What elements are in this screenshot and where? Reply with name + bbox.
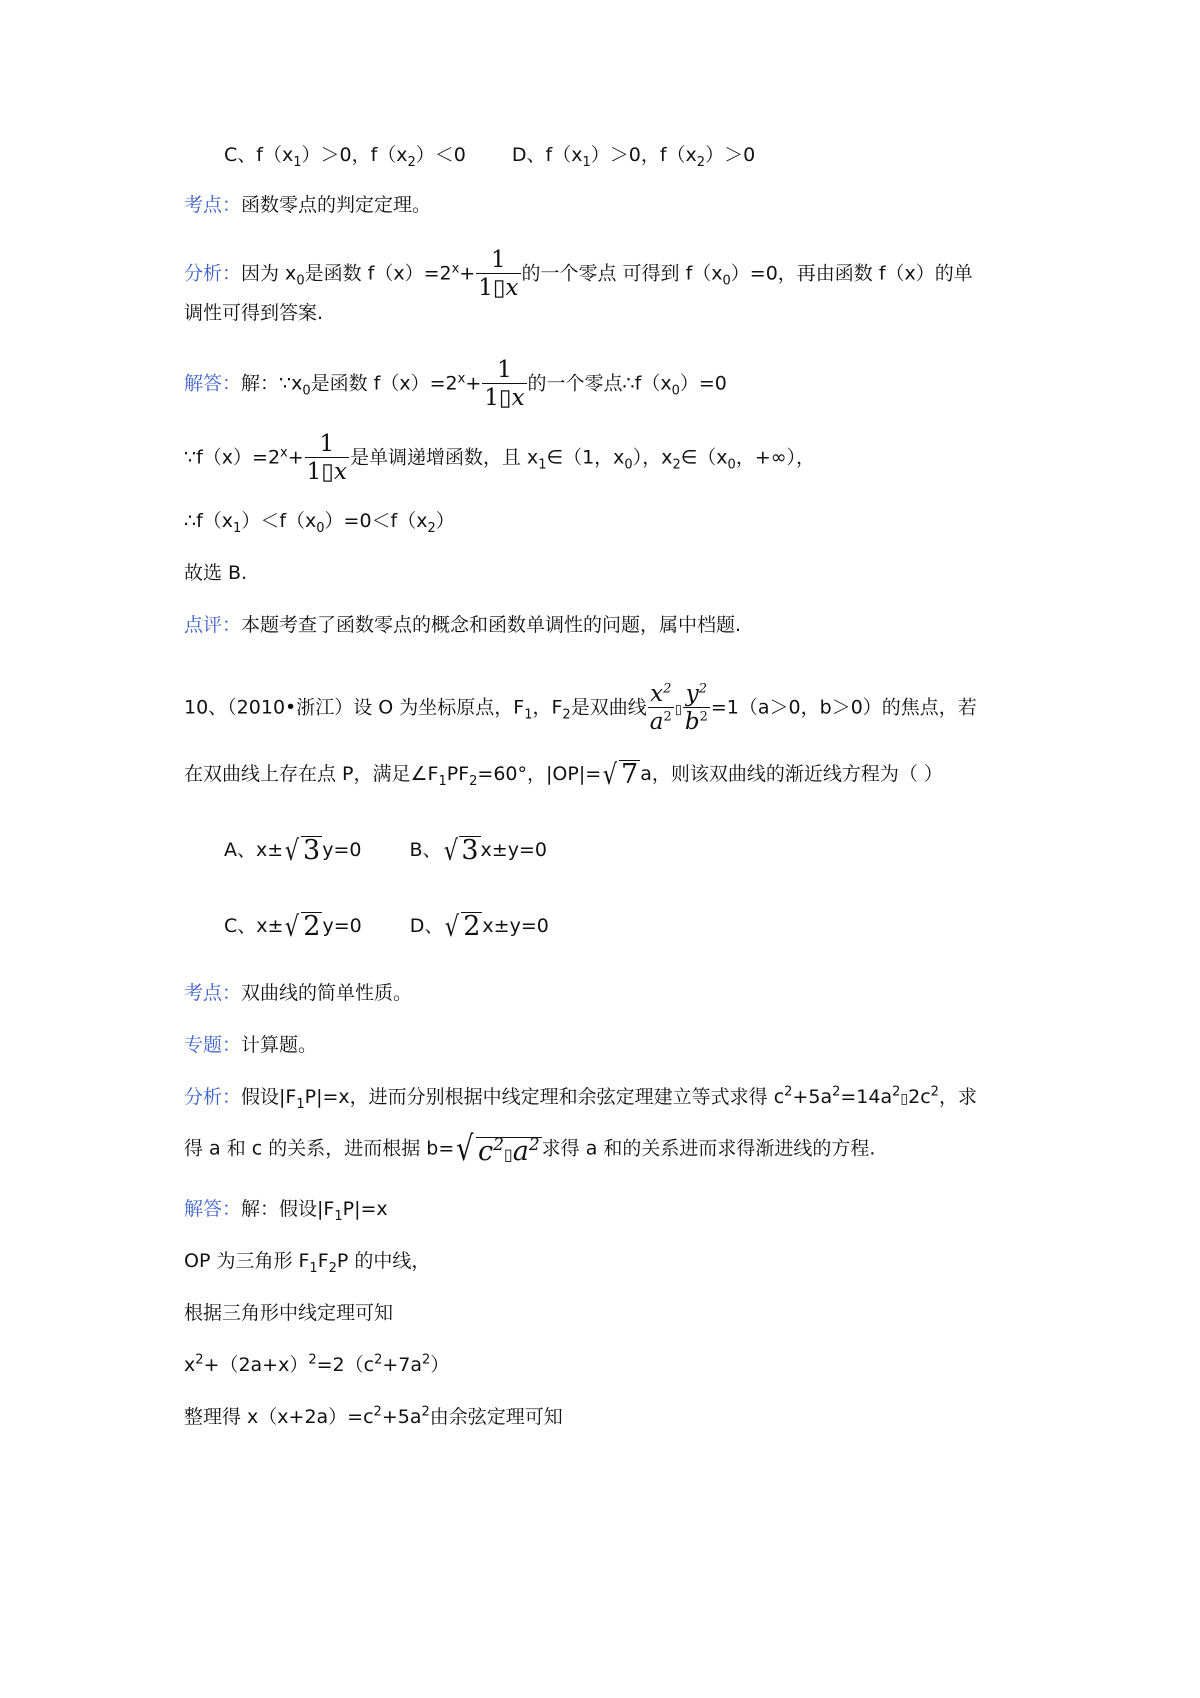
subscript: 0	[727, 457, 736, 473]
denominator-part: 1	[306, 459, 322, 486]
text-segment: 2c	[908, 1086, 931, 1108]
text-segment: =60°，|OP|=	[477, 763, 602, 786]
radicand: 2	[463, 911, 481, 942]
text-segment: +	[459, 262, 476, 285]
text-segment: =2（c	[316, 1354, 375, 1376]
kaodian-label: 考点：	[184, 194, 242, 216]
text-segment: ，+∞），	[735, 446, 816, 469]
fenxi-label: 分析：	[184, 1086, 242, 1108]
text-segment: 假设|F	[241, 1086, 297, 1108]
denominator-part: 1	[484, 385, 499, 412]
median-theorem-line	[184, 1304, 393, 1323]
solution-step-2	[184, 510, 455, 536]
radical-sign: √	[602, 758, 618, 792]
superscript: 2	[699, 709, 708, 725]
final-line	[184, 1404, 563, 1428]
subscript: 1	[233, 520, 242, 536]
fenxi-1-cont	[184, 304, 323, 323]
text-segment: D、	[409, 915, 444, 938]
equation-line	[184, 1352, 450, 1376]
superscript: 2	[698, 681, 708, 697]
text-segment: 调性可得到答案.	[184, 302, 324, 324]
kaodian-label: 考点：	[184, 982, 242, 1004]
missing-glyph: ▯	[321, 459, 334, 486]
superscript: 2	[663, 681, 672, 697]
text-segment: 是单调递增函数，且 x	[349, 446, 539, 469]
superscript: 2	[373, 1404, 382, 1420]
text-segment: x	[184, 1354, 196, 1376]
text-segment: x±y=0	[482, 915, 549, 938]
subscript: 2	[407, 154, 416, 170]
text-segment: +（2a+x）	[203, 1354, 309, 1376]
kaodian-2	[184, 984, 412, 1003]
option-a	[224, 834, 362, 868]
text-segment: =1（a＞0，b＞0）的焦点，若	[710, 696, 977, 719]
kaodian-text: 双曲线的简单性质。	[241, 982, 413, 1004]
text-segment: B、	[409, 839, 442, 862]
fraction-x2-over-a2	[648, 682, 674, 734]
text-segment: +5a	[381, 1406, 422, 1428]
radical-sign: √	[445, 910, 460, 944]
text-segment: ∴f（x	[184, 510, 234, 532]
text-segment: ，求	[938, 1086, 977, 1108]
dianping-1	[184, 616, 741, 635]
fenxi-2-cont	[184, 1129, 876, 1169]
subscript: 0	[302, 383, 311, 399]
radicand-part: c	[477, 1135, 494, 1167]
subscript: 1	[309, 1260, 318, 1276]
subscript: 1	[293, 154, 302, 170]
option-c	[224, 910, 362, 944]
text-segment: +7a	[382, 1354, 423, 1376]
sqrt-7	[601, 758, 640, 792]
text-segment: ）=0＜f（x	[324, 510, 428, 532]
kaodian-1	[184, 196, 431, 215]
kaodian-text: 函数零点的判定定理。	[241, 194, 432, 216]
missing-glyph: ▯	[503, 1144, 513, 1164]
text-segment: 因为 x	[241, 262, 297, 285]
subscript: 0	[722, 273, 731, 289]
sqrt-2	[283, 910, 322, 944]
dianping-label: 点评：	[184, 614, 242, 636]
missing-glyph: ▯	[498, 385, 512, 412]
superscript: 2	[930, 1084, 939, 1100]
subscript: 2	[672, 457, 681, 473]
text-segment: 是函数 f（x）=2	[304, 262, 452, 285]
subscript: 2	[696, 154, 706, 170]
sqrt-3	[283, 834, 322, 868]
text-segment: ∈（x	[680, 446, 728, 469]
superscript: 2	[528, 1134, 540, 1155]
zhuanti-2	[184, 1036, 317, 1055]
text-segment: 由余弦定理可知	[429, 1406, 563, 1428]
text-segment: F	[317, 1250, 329, 1272]
options-cd-prev	[224, 144, 756, 170]
sqrt-c2-minus-a2	[454, 1129, 541, 1169]
fraction-1-over-1-minus-x	[482, 358, 526, 410]
conclusion-1	[184, 564, 247, 583]
text-segment: 的一个零点∴f（x	[527, 372, 672, 395]
text-segment: 是双曲线	[570, 696, 647, 719]
superscript: 2	[308, 1352, 317, 1368]
text-segment: ）＞0，f（x	[590, 144, 697, 166]
text-segment: 是函数 f（x）=2	[310, 372, 458, 395]
subscript: 0	[316, 520, 325, 536]
options-cd	[224, 910, 549, 944]
subscript: 2	[469, 773, 478, 789]
text-segment: 在双曲线上存在点 P，满足∠F	[184, 763, 439, 786]
fenxi-label: 分析：	[184, 262, 242, 285]
text-segment: P|=x，进而分别根据中线定理和余弦定理建立等式求得 c	[304, 1086, 785, 1108]
jieda-label: 解答：	[184, 1198, 242, 1220]
text-segment: ）	[430, 1354, 450, 1376]
text-segment: 故选 B.	[184, 562, 248, 584]
text-segment: 根据三角形中线定理可知	[184, 1302, 394, 1324]
radical-sign: √	[285, 910, 300, 944]
fraction-1-over-1-minus-x	[305, 432, 349, 484]
text-segment: x±y=0	[480, 839, 547, 862]
numerator: x	[650, 681, 664, 707]
text-segment: ∈（1，x	[546, 446, 625, 469]
text-segment: ）	[435, 510, 455, 532]
solution-step-1	[184, 432, 815, 484]
fraction-y2-over-b2	[683, 682, 710, 734]
text-segment: ）＜0	[415, 144, 466, 166]
text-segment: +5a	[792, 1086, 833, 1108]
text-segment: y=0	[322, 915, 362, 938]
subscript: 1	[296, 1096, 305, 1112]
text-segment: C、x±	[224, 915, 284, 938]
fenxi-1	[184, 248, 973, 300]
subscript: 2	[427, 520, 436, 536]
subscript: 2	[562, 707, 571, 723]
subscript: 0	[296, 273, 305, 289]
subscript: 0	[624, 457, 633, 473]
radicand-part: a	[512, 1135, 529, 1167]
radicand: 3	[303, 835, 321, 866]
op-median-line	[184, 1250, 431, 1276]
numerator: 1	[319, 431, 335, 457]
text-segment: 得 a 和 c 的关系，进而根据 b=	[184, 1137, 455, 1160]
option-c-prev: C、f（x	[224, 144, 294, 166]
zhuanti-text: 计算题。	[241, 1034, 318, 1056]
text-segment: a，则该双曲线的渐近线方程为（ ）	[640, 763, 943, 786]
text-segment: =14a	[840, 1086, 893, 1108]
text-segment: +	[465, 372, 482, 395]
subscript: 2	[328, 1260, 337, 1276]
radical-sign: √	[456, 1129, 474, 1169]
text-segment: ，F	[532, 696, 563, 719]
numerator: y	[685, 681, 699, 707]
fenxi-2	[184, 1084, 977, 1112]
sqrt-2	[443, 910, 482, 944]
text-segment: ）＜f（x	[241, 510, 317, 532]
subscript: 1	[538, 457, 547, 473]
text-segment: ），x	[632, 446, 673, 469]
text-segment: OP 为三角形 F	[184, 1250, 310, 1272]
text-segment: +	[287, 446, 304, 469]
superscript: 2	[663, 709, 672, 725]
superscript: x	[457, 371, 466, 387]
superscript: 2	[422, 1352, 431, 1368]
option-b	[409, 834, 547, 868]
text-segment: y=0	[322, 839, 362, 862]
dianping-text: 本题考查了函数零点的概念和函数单调性的问题，属中档题.	[241, 614, 742, 636]
subscript: 1	[582, 154, 591, 170]
text-segment: ）=0，再由函数 f（x）的单	[730, 262, 973, 285]
superscript: 2	[195, 1352, 204, 1368]
radical-sign: √	[284, 834, 300, 868]
subscript: 1	[438, 773, 447, 789]
denominator: a	[649, 709, 664, 736]
options-ab	[224, 834, 547, 868]
jieda-2	[184, 1198, 388, 1224]
text-segment: 10、（2010•浙江）设 O 为坐标原点，F	[184, 696, 525, 719]
option-d	[409, 910, 549, 944]
radicand: 7	[621, 759, 639, 790]
missing-glyph: ▯	[900, 1091, 909, 1107]
subscript: 1	[524, 707, 533, 723]
zhuanti-label: 专题：	[184, 1034, 242, 1056]
radicand: 3	[461, 835, 479, 866]
text-segment: ）＞0，f（x	[301, 144, 408, 166]
superscript: 2	[784, 1084, 793, 1100]
denominator-part: 1	[478, 275, 493, 302]
text-segment: 的一个零点 可得到 f（x	[521, 262, 723, 285]
text-segment: ）＞0	[705, 144, 756, 166]
superscript: x	[280, 445, 288, 461]
superscript: 2	[832, 1084, 841, 1100]
sqrt-3	[442, 834, 481, 868]
text-segment: P|=x	[342, 1198, 388, 1220]
option-d-prev: D、f（x	[511, 144, 583, 166]
text-segment: 解：∵x	[241, 372, 303, 395]
denominator-part: x	[505, 275, 519, 302]
jieda-1	[184, 358, 727, 410]
jieda-label: 解答：	[184, 372, 242, 395]
text-segment: ）=0	[679, 372, 727, 395]
text-segment: P 的中线，	[336, 1250, 431, 1272]
denominator-part: x	[511, 385, 525, 412]
numerator: 1	[497, 357, 512, 383]
question-10	[184, 682, 977, 734]
denominator: b	[684, 709, 700, 736]
radicand: 2	[303, 911, 321, 942]
radical-sign: √	[443, 834, 458, 868]
superscript: x	[451, 261, 460, 277]
numerator: 1	[491, 247, 506, 273]
superscript: 2	[493, 1134, 504, 1155]
superscript: 2	[374, 1352, 383, 1368]
text-segment: 求得 a 和的关系进而求得渐进线的方程.	[541, 1137, 876, 1160]
superscript: 2	[892, 1084, 901, 1100]
question-10-cont	[184, 758, 943, 792]
text-segment: ∵f（x）=2	[184, 446, 281, 469]
missing-glyph: ▯	[674, 702, 682, 718]
denominator-part: x	[333, 459, 347, 486]
missing-glyph: ▯	[492, 275, 506, 302]
text-segment: 整理得 x（x+2a）=c	[184, 1406, 374, 1428]
subscript: 1	[334, 1208, 343, 1224]
text-segment: PF	[446, 763, 470, 786]
superscript: 2	[421, 1404, 430, 1420]
text-segment: 解：假设|F	[241, 1198, 335, 1220]
text-segment: A、x±	[224, 839, 284, 862]
fraction-1-over-1-minus-x	[476, 248, 520, 300]
subscript: 0	[671, 383, 680, 399]
